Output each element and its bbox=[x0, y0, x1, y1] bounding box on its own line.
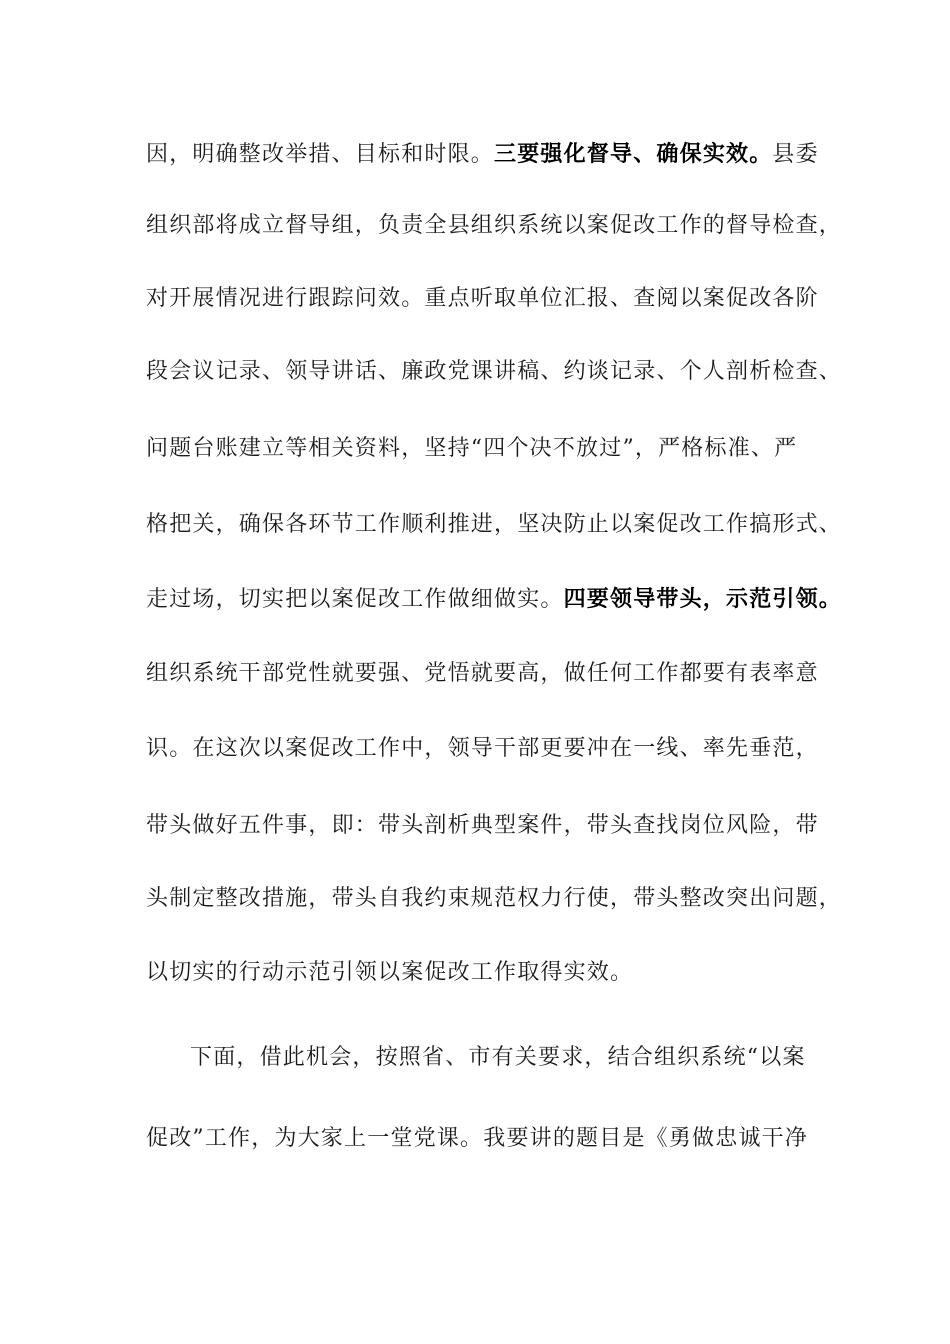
text-line-9 bbox=[146, 734, 819, 764]
text-run: 带头做好五件事，即：带头剖析典型案件，带头查找岗位风险，带 bbox=[146, 813, 819, 838]
text-run: 因，明确整改举措、目标和时限。 bbox=[146, 142, 495, 167]
text-run: 头制定整改措施，带头自我约束规范权力行使，带头整改突出问题， bbox=[146, 886, 843, 911]
text-line-13 bbox=[190, 1043, 806, 1073]
text-line-11 bbox=[146, 884, 843, 914]
text-run: 组织部将成立督导组，负责全县组织系统以案促改工作的督导检查， bbox=[146, 213, 843, 238]
text-run: 下面，借此机会，按照省、市有关要求，结合组织系统“以案 bbox=[190, 1045, 806, 1070]
text-line-10 bbox=[146, 811, 819, 841]
text-line-4 bbox=[146, 357, 843, 387]
text-run: 对开展情况进行跟踪问效。重点听取单位汇报、查阅以案促改各阶 bbox=[146, 286, 819, 311]
text-line-12 bbox=[146, 958, 806, 988]
text-line-8 bbox=[146, 659, 819, 689]
text-line-7 bbox=[146, 584, 843, 615]
text-run: 走过场，切实把以案促改工作做细做实。 bbox=[146, 587, 564, 612]
text-line-2 bbox=[146, 211, 843, 241]
text-run: 县委 bbox=[772, 142, 819, 167]
text-run: 组织系统干部党性就要强、党悟就要高，做任何工作都要有表率意 bbox=[146, 661, 819, 686]
text-line-6 bbox=[146, 510, 843, 540]
bold-heading-run: 四要领导带头，示范引领。 bbox=[563, 586, 843, 612]
text-line-14 bbox=[146, 1124, 809, 1154]
text-line-3 bbox=[146, 284, 819, 314]
text-run: 问题台账建立等相关资料，坚持“四个决不放过”，严格标准、严 bbox=[146, 436, 798, 461]
text-run: 以切实的行动示范引领以案促改工作取得实效。 bbox=[146, 960, 634, 985]
bold-heading-run: 三要强化督导、确保实效。 bbox=[494, 141, 773, 167]
text-run: 格把关，确保各环节工作顺利推进，坚决防止以案促改工作搞形式、 bbox=[146, 512, 843, 537]
text-run: 段会议记录、领导讲话、廉政党课讲稿、约谈记录、个人剖析检查、 bbox=[146, 359, 843, 384]
text-run: 促改”工作，为大家上一堂党课。我要讲的题目是《勇做忠诚干净 bbox=[146, 1126, 809, 1151]
text-line-5 bbox=[146, 434, 806, 464]
text-run: 识。在这次以案促改工作中，领导干部更要冲在一线、率先垂范， bbox=[146, 736, 819, 761]
text-line-1 bbox=[146, 139, 819, 170]
